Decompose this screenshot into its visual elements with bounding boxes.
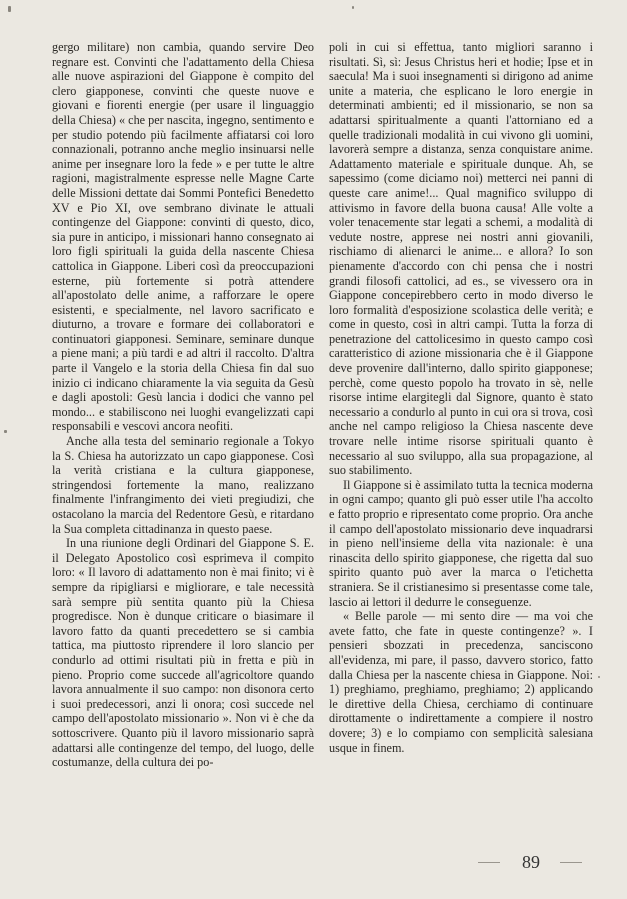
paragraph: « Belle parole — mi sento dire — ma voi che avete fatto, che fate in queste contingenze? ». I pensieri sbozzati in precedenza, sanciscono all'evidenza, mi pare, il passo, davvero storico, fatto dalla Chiesa per la nascente chiesa in Giappone. Noi: 1) preghiamo, preghiamo, preghiamo; 2) applicando le direttive della Chiesa, cerchiamo di continuare dirottamente o indirettamente a compiere il nostro dovere; 3) e lo compiamo con semplicità salesiana usque in finem.	[329, 609, 593, 755]
footer-rule-left	[478, 862, 500, 863]
paragraph: gergo militare) non cambia, quando servire Deo regnare est. Convinti che l'adattamento della Chiesa alle nuove aspirazioni del Giappone è compito del clero giapponese, convinti che queste nuove e giovani e fiorenti energie (per usare il linguaggio della Chiesa) « che per nascita, ingegno, sentimento e per studio potendo più facilmente affiatarsi coi loro connazionali, potranno anche meglio insinuarsi nelle anime per insegnare loro la fede » e per tutte le altre ragioni, magistralmente espresse nelle Magne Carte delle Missioni dettate dai Sommi Pontefici Benedetto XV e Pio XI, ove sembrano divinate le attuali contingenze del Giappone: convinti di questo, dico, sia pure in anticipo, i missionari hanno consegnato ai loro figli spirituali la guida della nascente Chiesa cattolica in Giappone. Liberi così da preoccupazioni esterne, più fortemente si potrà attendere all'apostolato delle anime, a rafforzare le opere esistenti, e specialmente, nel lavoro sacrificato e diuturno, a trovare e formare dei collaboratori e continuatori giapponesi. Seminare, seminare dunque a piene mani; a più tardi e ad altri il raccolto. D'altra parte il Vangelo e la storia della Chiesa fin dal suo inizio ci indicano chiaramente la via seguita da Gesù e dagli apostoli: Gesù lancia i dodici che vanno pel mondo... e stabiliscono nei luoghi evangelizzati capi responsabili e vescovi ancora neofiti.	[52, 40, 314, 434]
page-number: 89	[522, 852, 540, 872]
paper-speck	[8, 6, 11, 12]
paragraph: In una riunione degli Ordinari del Giappone S. E. il Delegato Apostolico così esprimeva il compito loro: « Il lavoro di adattamento non è mai finito; vi è sempre da ripigliarsi e migliorare, e tale necessità sarà sempre più sentita quanto più la Chiesa progredisce. Non è dunque criticare o biasimare il lavoro fatto da quanti precedettero se si cambia tattica, ma piuttosto riprendere il loro slancio per condurlo ad ottimi risultati più in fretta e più in pieno. Proprio come succede all'agricoltore quando lavora annualmente il suo campo: non disonora certo i suoi predecessori, anzi li onora; così succede nel campo dell'apostolato missionario ». Non vi è che da sottoscrivere. Quanto più il lavoro missionario saprà adattarsi alle contingenze del tempo, del luogo, delle costumanze, della cultura dei po-	[52, 536, 314, 770]
paragraph: Anche alla testa del seminario regionale a Tokyo la S. Chiesa ha autorizzato un capo giapponese. Così la verità cristiana e la cultura giapponese, stringendosi fortemente la mano, realizzano finalmente l'infrangimento dei vieti pregiudizi, che ostacolano la marcia del Redentore Gesù, e ritardano la Sua completa cittadinanza in questo paese.	[52, 434, 314, 536]
right-text-column	[329, 40, 593, 755]
paper-speck	[352, 6, 354, 9]
paper-speck	[4, 430, 7, 433]
paragraph: poli in cui si effettua, tanto migliori saranno i risultati. Sì, sì: Jesus Christus heri et hodie; Ipse et in saecula! Ma i suoi insegnamenti si dirigono ad anime unite a materia, che esplicano le loro energie in determinati ambienti; ed il missionario, se non sa adattarsi spiritualmente a quanti l'attorniano ed a quelle tradizionali modalità in cui vivono gli uomini, lavorerà sempre a distanza, senza conquistare anime. Adattamento materiale e spirituale dunque. Ah, se sapessimo (come diciamo noi) metterci nei panni di queste care anime!... Qual magnifico sviluppo di attivismo in favore della buona causa! Alle volte a voler tenacemente star legati a schemi, a modalità di vedute nostre, apprese nei nostri anni giovanili, rischiamo di alienarci le anime... e allora? Io son pienamente d'accordo con chi pensa che i nostri grandi filosofi cattolici, ad es., se vivessero ora in Giappone concepirebbero certo in modo diverso le loro formalità d'esposizione scolastica delle verità; e come in questo, così in altri campi. Tutta la forza di penetrazione del cattolicesimo in questo campo così caratteristico di azione missionaria che è il Giappone deve provenire dall'interno, dallo spirito giapponese; perchè, come questo popolo ha trovato in sè, nelle risorse intime elargitegli dal Signore, quanto è stato necessario a condurlo al punto in cui ora si trova, così anche nel campo religioso la Chiesa nascente deve trovare nelle intime risorse spirituali quanto è necessario al suo sviluppo, alla sua propagazione, al suo stabilimento.	[329, 40, 593, 478]
footer-rule-right	[560, 862, 582, 863]
paper-speck	[598, 676, 600, 678]
paragraph: Il Giappone si è assimilato tutta la tecnica moderna in ogni campo; quanto gli può esser utile l'ha accolto e fatto proprio e ripresentato come proprio. Ora anche il campo dell'apostolato missionario deve inquadrarsi in pieno nell'insieme della vita nazionale: è una rinascita dello spirito giapponese, che rigetta dal suo spirito quanto può aver la marca o l'etichetta straniera. Se il cristianesimo si presentasse come tale, lascio ai lettori il dedurre le conseguenze.	[329, 477, 593, 609]
left-text-column	[52, 40, 314, 770]
